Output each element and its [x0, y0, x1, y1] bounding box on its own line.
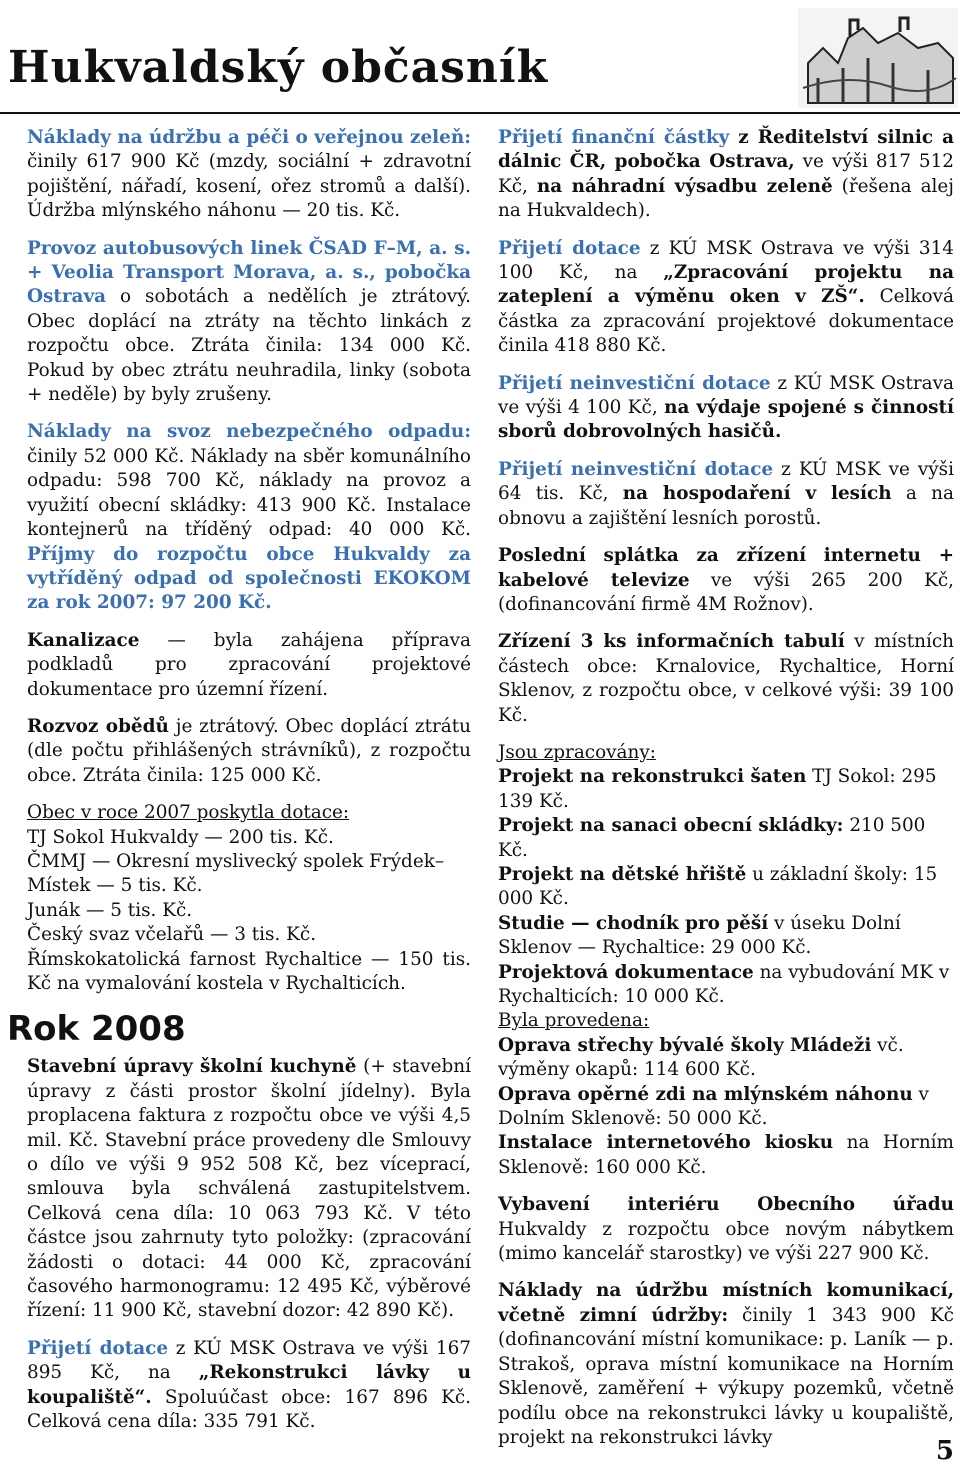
- paragraph-internet: Poslední splátka za zřízení internetu + kabelové televize ve výši 265 200 Kč, (dofinancování firmě 4M Rožnov).: [498, 545, 954, 615]
- processed-item: Projekt na rekonstrukci šaten TJ Sokol: 295 139 Kč.: [498, 766, 937, 812]
- subsidy-item: Český svaz včelařů — 3 tis. Kč.: [27, 924, 317, 946]
- right-column: [498, 126, 954, 1450]
- subsidies-heading: Obec v roce 2007 poskytla dotace:: [27, 802, 350, 824]
- paragraph-sewerage: Kanalizace — byla zahájena příprava podkladů pro zpracování projektové dokumentace pro územní řízení.: [27, 629, 471, 700]
- processed-item: Studie — chodník pro pěší v úseku Dolní Sklenov — Rychaltice: 29 000 Kč.: [498, 912, 901, 959]
- done-item: Oprava opěrné zdi na mlýnském náhonu v Dolním Sklenově: 50 000 Kč.: [498, 1083, 929, 1130]
- paragraph-greenery: Náklady na údržbu a péči o veřejnou zeleň: činily 617 900 Kč (mzdy, sociální + zdravotní pojištění, nářadí, kosení, ořez stromů a další). Údržba mlýnského náhonu — 20 tis. Kč.: [27, 127, 471, 222]
- paragraph-roads: Náklady na údržbu místních komunikací, včetně zimní údržby: činily 1 343 900 Kč (dofinancování místní komunikace: p. Laník — p. Strakoš, oprava místní komunikace na Horním Sklenově, zaměření + výkupy pozemků, včetně podílu obce na rekonstrukci lávky u koupaliště, projekt na rekonstrukci lávky: [498, 1280, 954, 1448]
- left-column: [7, 126, 471, 1448]
- page-number: 5: [935, 1436, 954, 1466]
- header-rule: [0, 112, 960, 114]
- paragraph-firefighters: Přijetí neinvestiční dotace z KÚ MSK Ostrava ve výši 4 100 Kč, na výdaje spojené s činností sborů dobrovolných hasičů.: [498, 372, 954, 443]
- castle-logo-icon: [788, 8, 958, 108]
- paragraph-rsd: Přijetí finanční částky z Ředitelství silnic a dálnic ČR, pobočka Ostrava, ve výši 817 512 Kč, na náhradní výsadbu zeleně (řešena alej na Hukvaldech).: [498, 127, 955, 222]
- paragraph-school-project: Přijetí dotace z KÚ MSK Ostrava ve výši 314 100 Kč, na „Zpracování projektu na zateplení a výměnu oken v ZŠ“. Celková částka za zpracování projektové dokumentace činila 418 880 Kč.: [498, 237, 954, 357]
- done-item: Oprava střechy bývalé školy Mládeži vč. výměny okapů: 114 600 Kč.: [498, 1034, 904, 1081]
- paragraph-waste: Náklady na svoz nebezpečného odpadu: činily 52 000 Kč. Náklady na sběr komunálního odpadu: 598 700 Kč, náklady na provoz a využití obecní skládky: 413 900 Kč. Instalace kontejnerů na tříděný odpad: 40 000 Kč. Příjmy do rozpočtu obce Hukvaldy za vytříděný odpad od společnosti EKOKOM za rok 2007: 97 200 Kč.: [27, 421, 471, 614]
- year-heading: Rok 2008: [7, 1009, 186, 1050]
- paragraph-kitchen: Stavební úpravy školní kuchyně (+ stavební úpravy z části prostor školní jídelny). Byla proplacena faktura z rozpočtu obce ve výši 4,5 mil. Kč. Stavební práce provedeny dle Smlouvy o dílo ve výši 9 952 508 Kč, bez víceprací, smlouva byla schválená zastupitelstvem. Celková cena díla: 10 063 793 Kč. V této částce jsou zahrnuty tyto položky: (zpracování žádosti o dotaci: 44 000 Kč, zpracování časového harmonogramu: 12 495 Kč, výběrové řízení: 11 900 Kč, stavební dozor: 42 890 Kč).: [27, 1056, 471, 1322]
- done-heading: Byla provedena:: [498, 1010, 650, 1032]
- paragraph-furniture: Vybavení interiéru Obecního úřadu Hukvaldy z rozpočtu obce novým nábytkem (mimo kancelář starostky) ve výši 227 900 Kč.: [498, 1194, 954, 1265]
- paragraph-bus-lines: Provoz autobusových linek ČSAD F–M, a. s. + Veolia Transport Morava, a. s., pobočka Ostrava o sobotách a nedělích je ztrátový. Obec doplácí na ztráty na těchto linkách z rozpočtu obce. Ztráta činila: 134 000 Kč. Pokud by obec ztrátu neuhradila, linky (sobota + neděle) by byly zrušeny.: [27, 237, 471, 406]
- paragraph-lunches: Rozvoz obědů je ztrátový. Obec doplácí ztrátu (dle počtu přihlášených strávníků), z rozpočtu obce. Ztráta činila: 125 000 Kč.: [27, 715, 471, 786]
- processed-item: Projektová dokumentace na vybudování MK v Rychalticích: 10 000 Kč.: [498, 961, 950, 1007]
- subsidy-item: Junák — 5 tis. Kč.: [27, 899, 193, 921]
- processed-item: Projekt na sanaci obecní skládky: 210 500 Kč.: [498, 815, 926, 861]
- paragraph-footbridge: Přijetí dotace z KÚ MSK Ostrava ve výši 167 895 Kč, na „Rekonstrukci lávky u koupaliště“. Spoluúčast obce: 167 896 Kč. Celková cena díla: 335 791 Kč.: [27, 1337, 471, 1433]
- newsletter-title: Hukvaldský občasník: [8, 42, 549, 93]
- paragraph-info-boards: Zřízení 3 ks informačních tabulí v místních částech obce: Krnalovice, Rychaltice, Horní Sklenov, z rozpočtu obce, v celkové výši: 39 100 Kč.: [498, 631, 954, 726]
- paragraph-forests: Přijetí neinvestiční dotace z KÚ MSK ve výši 64 tis. Kč, na hospodaření v lesích a na obnovu a zajištění lesních porostů.: [498, 458, 954, 529]
- processed-heading: Jsou zpracovány:: [498, 741, 656, 763]
- subsidy-item: Římskokatolická farnost Rychaltice — 150 tis. Kč na vymalování kostela v Rychalticích.: [27, 948, 471, 994]
- done-item: Instalace internetového kiosku na Horním Sklenově: 160 000 Kč.: [498, 1132, 954, 1178]
- processed-item: Projekt na dětské hřiště u základní školy: 15 000 Kč.: [498, 863, 938, 910]
- subsidy-item: ČMMJ — Okresní myslivecký spolek Frýdek–Místek — 5 tis. Kč.: [27, 850, 445, 897]
- subsidy-item: TJ Sokol Hukvaldy — 200 tis. Kč.: [27, 826, 334, 848]
